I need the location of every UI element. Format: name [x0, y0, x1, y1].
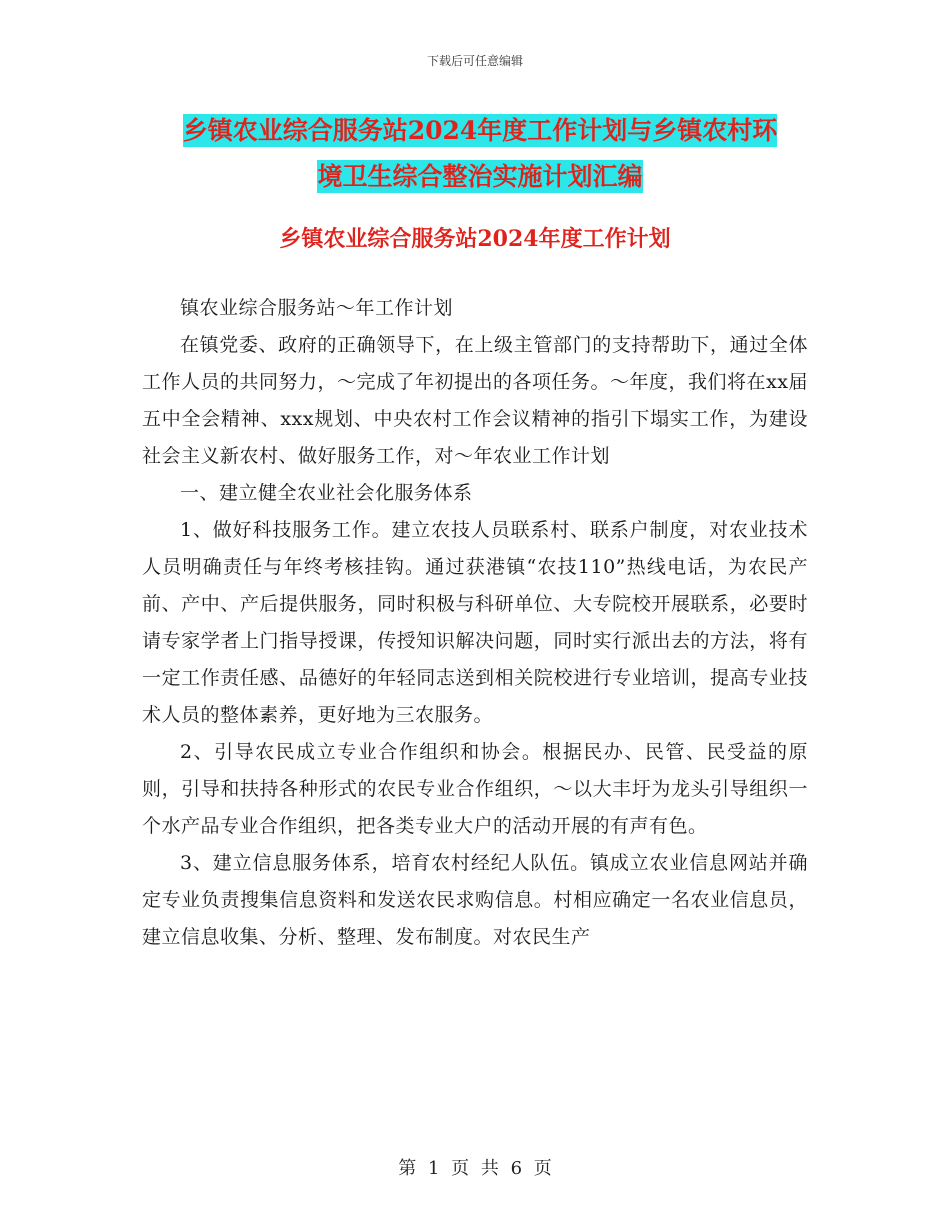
section-title: 乡镇农业综合服务站2024年度工作计划 [279, 226, 671, 252]
paragraph: 镇农业综合服务站～年工作计划 [180, 297, 454, 319]
page-footer-number: 第 1 页 共 6 页 [398, 1158, 552, 1179]
document-body [142, 290, 808, 956]
paragraph: 一、建立健全农业社会化服务体系 [180, 482, 473, 504]
paragraph: 2、引导农民成立专业合作组织和协会。根据民办、民管、民受益的原则，引导和扶持各种形式的农民专业合作组织，～以大丰圩为龙头引导组织一个水产品专业合作组织，把各类专业大户的活动开展的有声有色。 [142, 741, 808, 837]
document-title [140, 108, 820, 200]
paragraph: 在镇党委、政府的正确领导下，在上级主管部门的支持帮助下，通过全体工作人员的共同努力，～完成了年初提出的各项任务。～年度，我们将在xx届五中全会精神、xxx规划、中央农村工作会议精神的指引下塌实工作，为建设社会主义新农村、做好服务工作，对～年农业工作计划 [142, 334, 808, 467]
paragraph: 3、建立信息服务体系，培育农村经纪人队伍。镇成立农业信息网站并确定专业负责搜集信息资料和发送农民求购信息。村相应确定一名农业信息员，建立信息收集、分析、整理、发布制度。对农民生产 [142, 852, 808, 948]
document-title-line-2: 境卫生综合整治实施计划汇编 [317, 162, 643, 191]
page-header-note: 下载后可任意编辑 [426, 54, 523, 68]
paragraph: 1、做好科技服务工作。建立农技人员联系村、联系户制度，对农业技术人员明确责任与年终考核挂钩。通过获港镇“农技110”热线电话，为农民产前、产中、产后提供服务，同时积极与科研单位、大专院校开展联系，必要时请专家学者上门指导授课，传授知识解决问题，同时实行派出去的方法，将有一定工作责任感、品德好的年轻同志送到相关院校进行专业培训，提高专业技术人员的整体素养，更好地为三农服务。 [142, 519, 808, 726]
document-title-line-1: 乡镇农业综合服务站2024年度工作计划与乡镇农村环 [182, 116, 778, 145]
